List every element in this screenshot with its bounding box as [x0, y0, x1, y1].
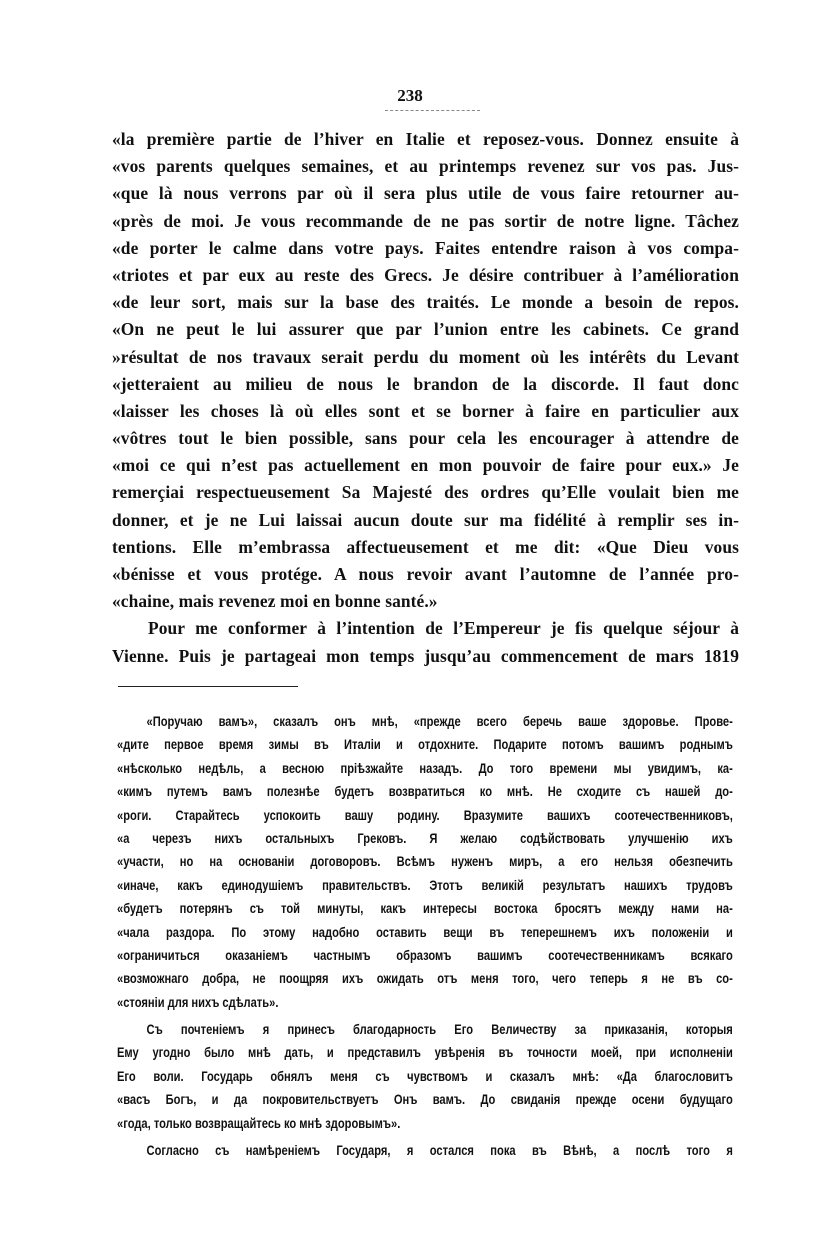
footnote-line: «стояніи для нихъ сдѣлать». — [117, 994, 279, 1010]
text-line: «chaine, mais revenez moi en bonne santé.» — [112, 591, 438, 612]
text-line: donner, et je ne Lui laissai aucun doute sur ma fidélité à remplir ses in- — [112, 509, 739, 530]
text-line: remerçiai respectueusement Sa Majesté des ordres qu’Elle voulait bien me — [112, 482, 739, 503]
footnote-line: «возможнаго добра, не поощряя ихъ ожидать отъ меня того, чего теперь я не въ со- — [117, 971, 733, 987]
text-line: «près de moi. Je vous recommande de ne pas sortir de notre ligne. Tâchez — [112, 210, 739, 231]
text-line: «de porter le calme dans votre pays. Faites entendre raison à vos compa- — [112, 237, 739, 258]
footnote-separator-rule — [118, 686, 298, 687]
page-number: 238 — [397, 86, 423, 105]
footnote-line: Согласно съ намѣреніемъ Государя, я остался пока въ Вѣнѣ, а послѣ того я — [146, 1143, 733, 1159]
footnote-line: «года, только возвращайтесь ко мнѣ здоровымъ». — [117, 1115, 401, 1131]
text-line: «moi ce qui n’est pas actuellement en mon pouvoir de faire pour eux.» Je — [112, 455, 739, 476]
footnote-paragraph-2 — [117, 1018, 733, 1135]
text-line: Vienne. Puis je partageai mon temps jusqu’au commencement de mars 1819 — [112, 645, 739, 666]
footnote-line: «а черезъ нихъ остальныхъ Грековъ. Я желаю содѣйствовать улучшенію ихъ — [117, 830, 733, 846]
footnote-paragraph-1 — [117, 710, 733, 1014]
footnote-line: «будетъ потерянъ съ той минуты, какъ интересы востока бросятъ между нами на- — [117, 901, 733, 917]
footnote-line: «дите первое время зимы въ Италіи и отдохните. Подарите потомъ вашимъ роднымъ — [117, 737, 733, 753]
text-line: «jetteraient au milieu de nous le brandon de la discorde. Il faut donc — [112, 373, 739, 394]
text-line: »résultat de nos travaux serait perdu du moment où les intérêts du Levant — [112, 346, 739, 367]
footnote-line: «иначе, какъ единодушіемъ правительствъ. Этотъ великій результатъ нашихъ трудовъ — [117, 877, 733, 893]
text-line: «de leur sort, mais sur la base des traités. Le monde a besoin de repos. — [112, 292, 739, 313]
footnote-line: «Поручаю вамъ», сказалъ онъ мнѣ, «прежде всего беречь ваше здоровье. Прове- — [146, 714, 733, 729]
text-line: «bénisse et vous protége. A nous revoir avant l’automne de l’année pro- — [112, 564, 739, 584]
footnote-line: «чала раздора. По этому надобно оставить вещи въ теперешнемъ ихъ положеніи и — [117, 924, 733, 940]
text-line: «vos parents quelques semaines, et au printemps revenez sur vos pas. Jus- — [112, 156, 739, 177]
footnote-paragraph-3 — [117, 1139, 733, 1162]
footnote-line: Его воли. Государь обнялъ меня съ чувствомъ и сказалъ мнѣ: «Да благословитъ — [117, 1068, 733, 1084]
main-text-block — [112, 126, 739, 670]
text-line: «que là nous verrons par où il sera plus utile de vous faire retourner au- — [112, 183, 739, 204]
footnote-line: «нѣсколько недѣль, а весною пріѣзжайте назадъ. До того времени мы увидимъ, ка- — [117, 760, 733, 776]
footnote-line: «ограничиться оказаніемъ частнымъ образомъ вашимъ соотечественникамъ всякаго — [117, 947, 733, 963]
footnote-line: «кимъ путемъ вамъ полезнѣе будетъ возвратиться ко мнѣ. Не сходите съ нашей до- — [117, 784, 733, 800]
header-rule — [385, 110, 480, 112]
footnote-line: «роги. Старайтесь успокоить вашу родину. Вразумите вашихъ соотечественниковъ, — [117, 807, 733, 823]
text-line: «vôtres tout le bien possible, sans pour cela les encourager à attendre de — [112, 428, 739, 449]
text-line: tentions. Elle m’embrassa affectueusement et me dit: «Que Dieu vous — [112, 536, 739, 557]
text-line: «triotes et par eux au reste des Grecs. Je désire contribuer à l’amélioration — [112, 264, 739, 285]
footnote-line: Съ почтеніемъ я принесъ благодарность Его Величеству за приказанія, которыя — [146, 1022, 733, 1038]
footnote-block — [117, 710, 733, 1162]
footnote-line: «васъ Богъ, и да покровительствуетъ Онъ вамъ. До свиданія прежде осени будущаго — [117, 1092, 733, 1108]
footnote-line: «участи, но на основаніи договоровъ. Всѣмъ нуженъ миръ, а его нельзя обезпечить — [117, 854, 733, 870]
text-line: «On ne peut le lui assurer que par l’union entre les cabinets. Ce grand — [112, 319, 739, 340]
text-line: «laisser les choses là où elles sont et se borner à faire en particulier aux — [112, 400, 739, 421]
paragraph-start-line: Pour me conformer à l’intention de l’Empereur je fis quelque séjour à — [148, 618, 739, 639]
text-line: «la première partie de l’hiver en Italie et reposez-vous. Donnez ensuite à — [112, 129, 739, 149]
footnote-line: Ему угодно было мнѣ дать, и представилъ увѣренія въ точности моей, при исполненіи — [117, 1045, 733, 1061]
